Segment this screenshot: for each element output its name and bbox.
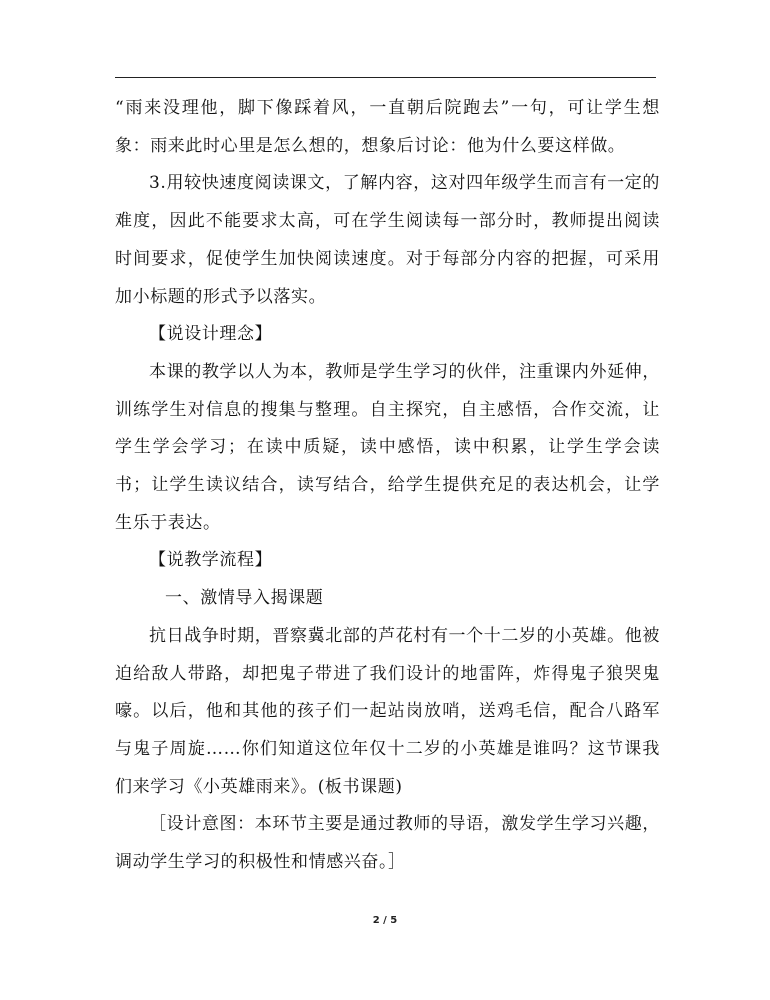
section-heading-teaching-process: 【说教学流程】 (149, 550, 273, 571)
page-number: 2 / 5 (372, 915, 398, 926)
paragraph-design-concept: 本课的教学以人为本，教师是学生学习的伙伴，注重课内外延伸，训练学生对信息的搜集与整理。自主探究，自主感悟，合作交流，让学生学会学习；在读中质疑，读中感悟，读中积累，让学生学会读书；让学生读议结合，读写结合，给学生提供充足的表达机会，让学生乐于表达。 (115, 361, 660, 533)
paragraph-design-intent: ［设计意图：本环节主要是通过教师的导语，激发学生学习兴趣，调动学生学习的积极性和情感兴奋。］ (115, 814, 660, 873)
paragraph-yulai-quote: “雨来没理他，脚下像踩着风，一直朝后院跑去”一句，可让学生想象：雨来此时心里是怎么想的，想象后讨论：他为什么要这样做。 (115, 98, 660, 156)
subheading-introduction: 一、激情导入揭课题 (165, 588, 324, 609)
header-divider (115, 77, 656, 78)
document-body (115, 90, 660, 882)
paragraph-introduction: 抗日战争时期，晋察冀北部的芦花村有一个十二岁的小英雄。他被迫给敌人带路，却把鬼子带进了我们设计的地雷阵，炸得鬼子狼哭鬼嚎。以后，他和其他的孩子们一起站岗放哨，送鸡毛信，配合八路军与鬼子周旋……你们知道这位年仅十二岁的小英雄是谁吗？这节课我们来学习《小英雄雨来》。(板书课题) (115, 625, 660, 797)
paragraph-reading-speed: 3.用较快速度阅读课文，了解内容，这对四年级学生而言有一定的难度，因此不能要求太高，可在学生阅读每一部分时，教师提出阅读时间要求，促使学生加快阅读速度。对于每部分内容的把握，可采用加小标题的形式予以落实。 (115, 173, 660, 307)
section-heading-design-concept: 【说设计理念】 (149, 324, 273, 345)
